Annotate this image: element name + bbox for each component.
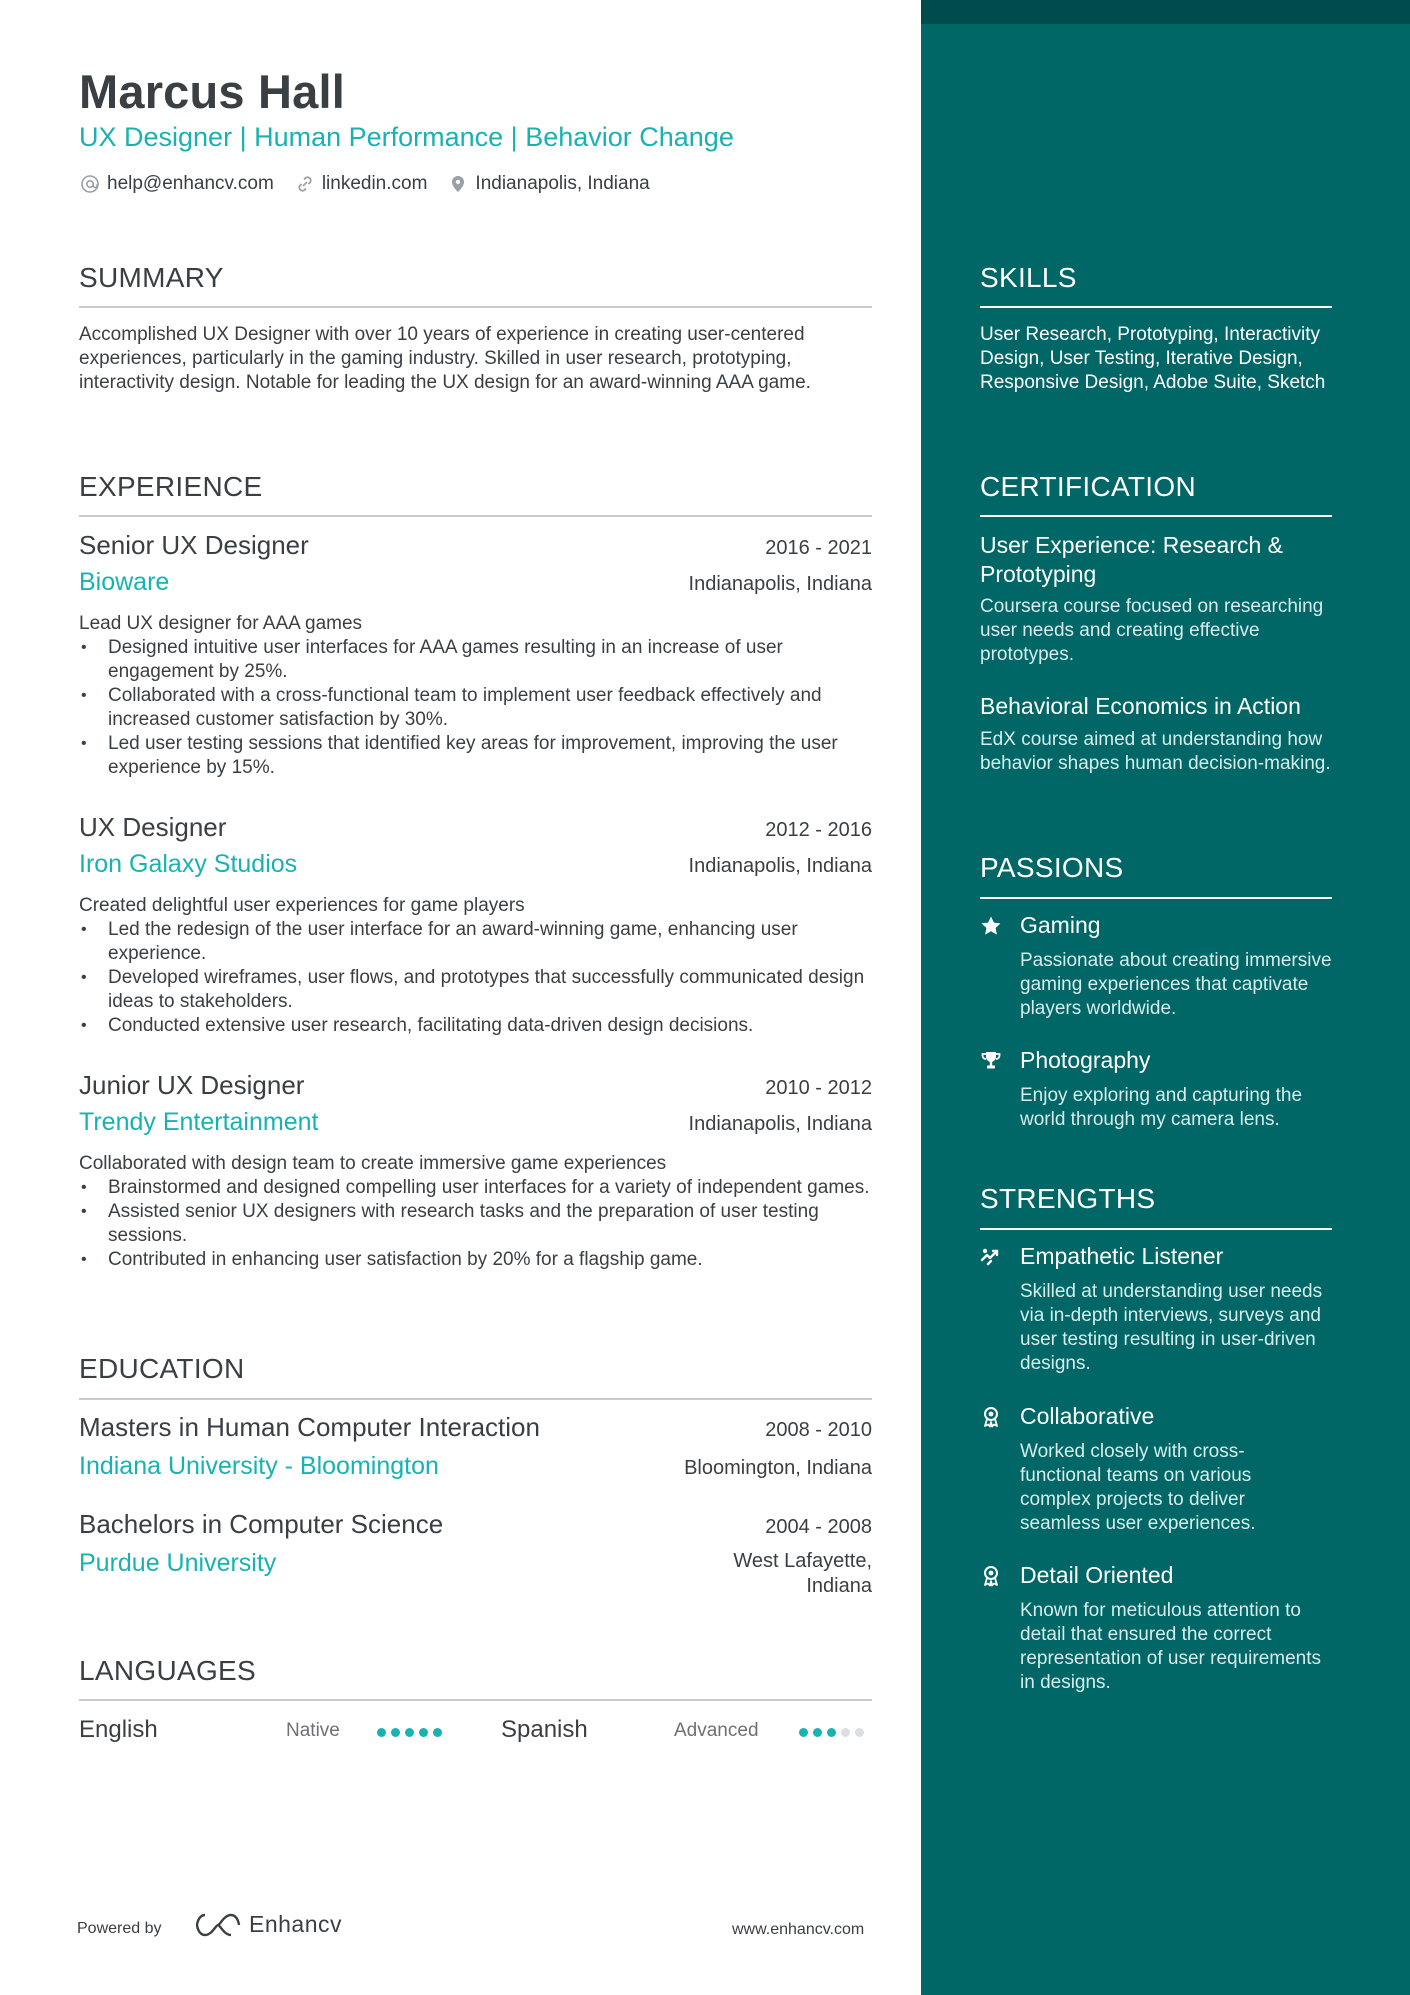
certification-title: Behavioral Economics in Action bbox=[980, 693, 1301, 719]
edu-location: Bloomington, Indiana bbox=[684, 1457, 872, 1479]
job-bullets bbox=[79, 636, 872, 780]
job-bullet: • Brainstormed and designed compelling user interfaces for a variety of independent games. bbox=[79, 1176, 872, 1200]
job-summary: Lead UX designer for AAA games bbox=[79, 613, 363, 634]
education-item bbox=[79, 1412, 872, 1492]
job-dates: 2016 - 2021 bbox=[765, 537, 872, 559]
experience-item bbox=[79, 530, 872, 780]
strength-desc: Known for meticulous attention to detail that ensured the correct representation of user requirements in designs. bbox=[1020, 1600, 1321, 1693]
edu-location-line: Indiana bbox=[806, 1575, 872, 1597]
link-text: linkedin.com bbox=[321, 173, 428, 194]
summary-text: Accomplished UX Designer with over 10 years of experience in creating user-centered experiences, particularly in the gaming industry. Skilled in user research, prototyping, interactivity design. Notable for leading the UX design for an award-winning AAA game. bbox=[79, 324, 811, 393]
strengths-heading: STRENGTHS bbox=[980, 1183, 1156, 1214]
award-icon bbox=[978, 1404, 1004, 1430]
location-text: Indianapolis, Indiana bbox=[475, 173, 650, 194]
job-bullet: • Developed wireframes, user flows, and prototypes that successfully communicated design ideas to stakeholders. bbox=[79, 966, 872, 1014]
language-rating bbox=[799, 1728, 869, 1737]
passion-desc: Passionate about creating immersive gaming experiences that captivate players worldwide. bbox=[1020, 950, 1332, 1019]
job-bullet: • Contributed in enhancing user satisfaction by 20% for a flagship game. bbox=[79, 1248, 872, 1272]
strength-title: Empathetic Listener bbox=[1020, 1243, 1224, 1269]
language-level: Advanced bbox=[674, 1720, 759, 1741]
rating-dot-empty bbox=[841, 1728, 850, 1737]
certification-title-line: User Experience: Research & bbox=[980, 532, 1283, 558]
experience-heading: EXPERIENCE bbox=[79, 471, 263, 502]
strength-desc: Worked closely with cross-functional teams on various complex projects to deliver seamless user experiences. bbox=[1020, 1441, 1256, 1534]
passion-title: Photography bbox=[1020, 1047, 1151, 1073]
job-role: Junior UX Designer bbox=[79, 1070, 305, 1100]
strength-desc: Skilled at understanding user needs via in-depth interviews, surveys and user testing resulting in user-driven designs. bbox=[1020, 1281, 1323, 1374]
edu-location-line: West Lafayette, bbox=[733, 1550, 872, 1572]
contact-location bbox=[447, 173, 649, 195]
handshake-icon bbox=[978, 1244, 1004, 1270]
languages-divider bbox=[79, 1699, 872, 1701]
language-level: Native bbox=[286, 1720, 340, 1741]
summary-heading: SUMMARY bbox=[79, 262, 224, 293]
rating-dot-filled bbox=[799, 1728, 808, 1737]
contact-bar bbox=[79, 173, 670, 195]
edu-dates: 2008 - 2010 bbox=[765, 1419, 872, 1441]
location-pin-icon bbox=[447, 173, 469, 195]
certification-desc: Coursera course focused on researching user needs and creating effective prototypes. bbox=[980, 596, 1324, 665]
edu-location bbox=[733, 1549, 872, 1599]
email-text: help@enhancv.com bbox=[107, 173, 274, 194]
job-bullets bbox=[79, 918, 872, 1038]
job-role: Senior UX Designer bbox=[79, 530, 309, 560]
sidebar-top-band bbox=[921, 0, 1410, 24]
job-bullet: • Conducted extensive user research, facilitating data-driven design decisions. bbox=[79, 1014, 872, 1038]
certification-title bbox=[980, 531, 1283, 589]
passions-divider bbox=[980, 897, 1332, 899]
passion-desc: Enjoy exploring and capturing the world through my camera lens. bbox=[1020, 1085, 1303, 1130]
education-item bbox=[79, 1509, 872, 1599]
link-icon bbox=[294, 173, 316, 195]
job-bullet: • Led user testing sessions that identified key areas for improvement, improving the user experience by 15%. bbox=[79, 732, 872, 780]
job-bullets bbox=[79, 1176, 872, 1272]
award-icon bbox=[978, 1563, 1004, 1589]
job-dates: 2012 - 2016 bbox=[765, 819, 872, 841]
job-location: Indianapolis, Indiana bbox=[688, 573, 872, 595]
languages-list bbox=[79, 1716, 872, 1750]
sidebar bbox=[921, 0, 1410, 1995]
language-name: Spanish bbox=[501, 1716, 588, 1743]
rating-dot-filled bbox=[813, 1728, 822, 1737]
footer-url[interactable]: www.enhancv.com bbox=[732, 1921, 865, 1938]
skills-text: User Research, Prototyping, Interactivity Design, User Testing, Iterative Design, Responsive Design, Adobe Suite, Sketch bbox=[980, 324, 1326, 393]
language-name: English bbox=[79, 1716, 158, 1743]
education-heading: EDUCATION bbox=[79, 1353, 245, 1384]
job-bullet: • Assisted senior UX designers with research tasks and the preparation of user testing sessions. bbox=[79, 1200, 872, 1248]
education-divider bbox=[79, 1398, 872, 1400]
strength-title: Detail Oriented bbox=[1020, 1562, 1174, 1588]
certification-divider bbox=[980, 515, 1332, 517]
job-location: Indianapolis, Indiana bbox=[688, 855, 872, 877]
rating-dot-filled bbox=[377, 1728, 386, 1737]
passions-heading: PASSIONS bbox=[980, 852, 1124, 883]
rating-dot-filled bbox=[405, 1728, 414, 1737]
job-location: Indianapolis, Indiana bbox=[688, 1113, 872, 1135]
certification-desc: EdX course aimed at understanding how behavior shapes human decision-making. bbox=[980, 729, 1331, 774]
strengths-divider bbox=[980, 1228, 1332, 1230]
skills-divider bbox=[980, 306, 1332, 308]
experience-item bbox=[79, 812, 872, 1038]
job-company: Trendy Entertainment bbox=[79, 1108, 319, 1136]
rating-dot-filled bbox=[419, 1728, 428, 1737]
job-bullet: • Collaborated with a cross-functional team to implement user feedback effectively and increased customer satisfaction by 30%. bbox=[79, 684, 872, 732]
skills-heading: SKILLS bbox=[980, 262, 1077, 293]
experience-divider bbox=[79, 515, 872, 517]
job-summary: Created delightful user experiences for game players bbox=[79, 895, 525, 916]
at-icon bbox=[79, 173, 101, 195]
job-company: Bioware bbox=[79, 568, 170, 596]
experience-item bbox=[79, 1070, 872, 1272]
job-role: UX Designer bbox=[79, 812, 227, 842]
certification-title-line: Prototyping bbox=[980, 561, 1097, 587]
job-bullet: • Led the redesign of the user interface for an award-winning game, enhancing user experience. bbox=[79, 918, 872, 966]
language-rating bbox=[377, 1728, 447, 1737]
languages-heading: LANGUAGES bbox=[79, 1655, 256, 1686]
candidate-name: Marcus Hall bbox=[79, 65, 346, 118]
job-dates: 2010 - 2012 bbox=[765, 1077, 872, 1099]
job-bullet: • Designed intuitive user interfaces for AAA games resulting in an increase of user engagement by 25%. bbox=[79, 636, 872, 684]
trophy-icon bbox=[978, 1048, 1004, 1074]
degree: Bachelors in Computer Science bbox=[79, 1509, 444, 1539]
candidate-title: UX Designer | Human Performance | Behavior Change bbox=[79, 122, 734, 152]
passion-title: Gaming bbox=[1020, 912, 1101, 938]
summary-divider bbox=[79, 306, 872, 308]
strength-title: Collaborative bbox=[1020, 1403, 1155, 1429]
enhancv-logo-icon bbox=[195, 1912, 241, 1938]
star-icon bbox=[978, 913, 1004, 939]
job-company: Iron Galaxy Studios bbox=[79, 850, 298, 878]
rating-dot-filled bbox=[827, 1728, 836, 1737]
rating-dot-empty bbox=[855, 1728, 864, 1737]
certification-heading: CERTIFICATION bbox=[980, 471, 1196, 502]
edu-dates: 2004 - 2008 bbox=[765, 1516, 872, 1538]
contact-link[interactable] bbox=[294, 173, 428, 195]
school: Indiana University - Bloomington bbox=[79, 1452, 439, 1480]
contact-email[interactable] bbox=[79, 173, 274, 195]
school: Purdue University bbox=[79, 1549, 277, 1577]
enhancv-logo[interactable] bbox=[195, 1911, 342, 1938]
powered-by-label: Powered by bbox=[77, 1920, 162, 1937]
rating-dot-filled bbox=[391, 1728, 400, 1737]
degree: Masters in Human Computer Interaction bbox=[79, 1412, 540, 1442]
enhancv-logo-text: Enhancv bbox=[249, 1911, 343, 1937]
rating-dot-filled bbox=[433, 1728, 442, 1737]
job-summary: Collaborated with design team to create immersive game experiences bbox=[79, 1153, 667, 1174]
